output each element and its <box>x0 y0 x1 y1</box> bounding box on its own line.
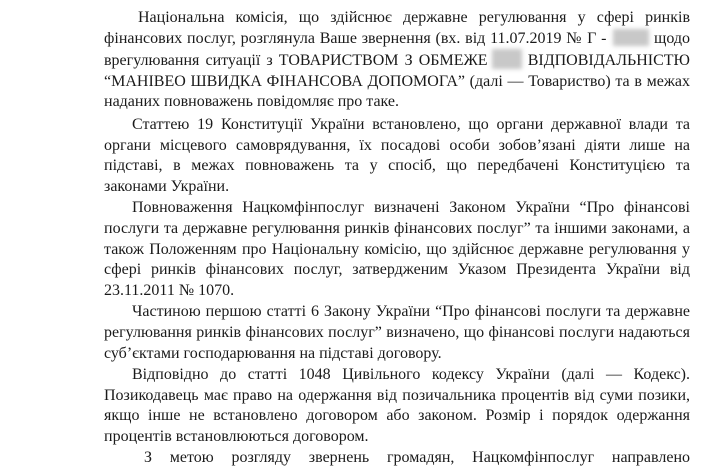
redacted-word-fragment <box>492 49 522 69</box>
paragraph-intro <box>104 8 690 113</box>
paragraph-intro-part3: ВІДПОВІДАЛЬНІСТЮ “МАНІВЕО ШВИДКА ФІНАНСОВА ДОПОМОГА” (далі — Товариство) та в межах наданих повноважень повідомляє про таке. <box>104 52 691 111</box>
redacted-number <box>613 29 649 46</box>
letter-body <box>104 8 690 469</box>
paragraph-powers: Повноваження Нацкомфінпослуг визначені Законом України “Про фінансові послуги та державне регулювання ринків фінансових послуг” та іншими законами, а також Положенням про Національну комісію, що здійснює державне регулювання у сфері ринків фінансових послуг, затвердженим Указом Президента України від 23.11.2011 № 1070. <box>104 199 690 299</box>
paragraph-intro-part1: Національна комісія, що здійснює державне регулювання у сфері ринків фінансових послуг, розглянула Ваше звернення (вх. від 11.07.2019 № Г - <box>104 9 690 47</box>
paragraph-intro-part2: щодо врегулювання ситуації з ТОВАРИСТВОМ З ОБМЕЖЕ <box>104 29 691 70</box>
paragraph-constitution: Статтею 19 Конституції України встановлено, що органи державної влади та органи місцевого самоврядування, їх посадові особи зобов’язані діяти лише на підставі, в межах повноважень та у спосіб, що передбачені Конституцією та законами України. <box>104 115 690 195</box>
paragraph-article-6: Частиною першою статті 6 Закону України “Про фінансові послуги та державне регулювання ринків фінансових послуг” визначено, що фінансові послуги надаються суб’єктами господарювання на підставі договору. <box>104 303 690 362</box>
paragraph-article-1048: Відповідно до статті 1048 Цивільного кодексу України (далі — Кодекс). Позикодавець має право на одержання від позичальника процентів від суми позики, якщо інше не встановлено договором або законом. Розмір і порядок одержання процентів встановлюються договором. <box>104 366 690 445</box>
paragraph-purpose: З метою розгляду звернень громадян, Нацкомфінпослуг направлено <box>144 449 690 467</box>
